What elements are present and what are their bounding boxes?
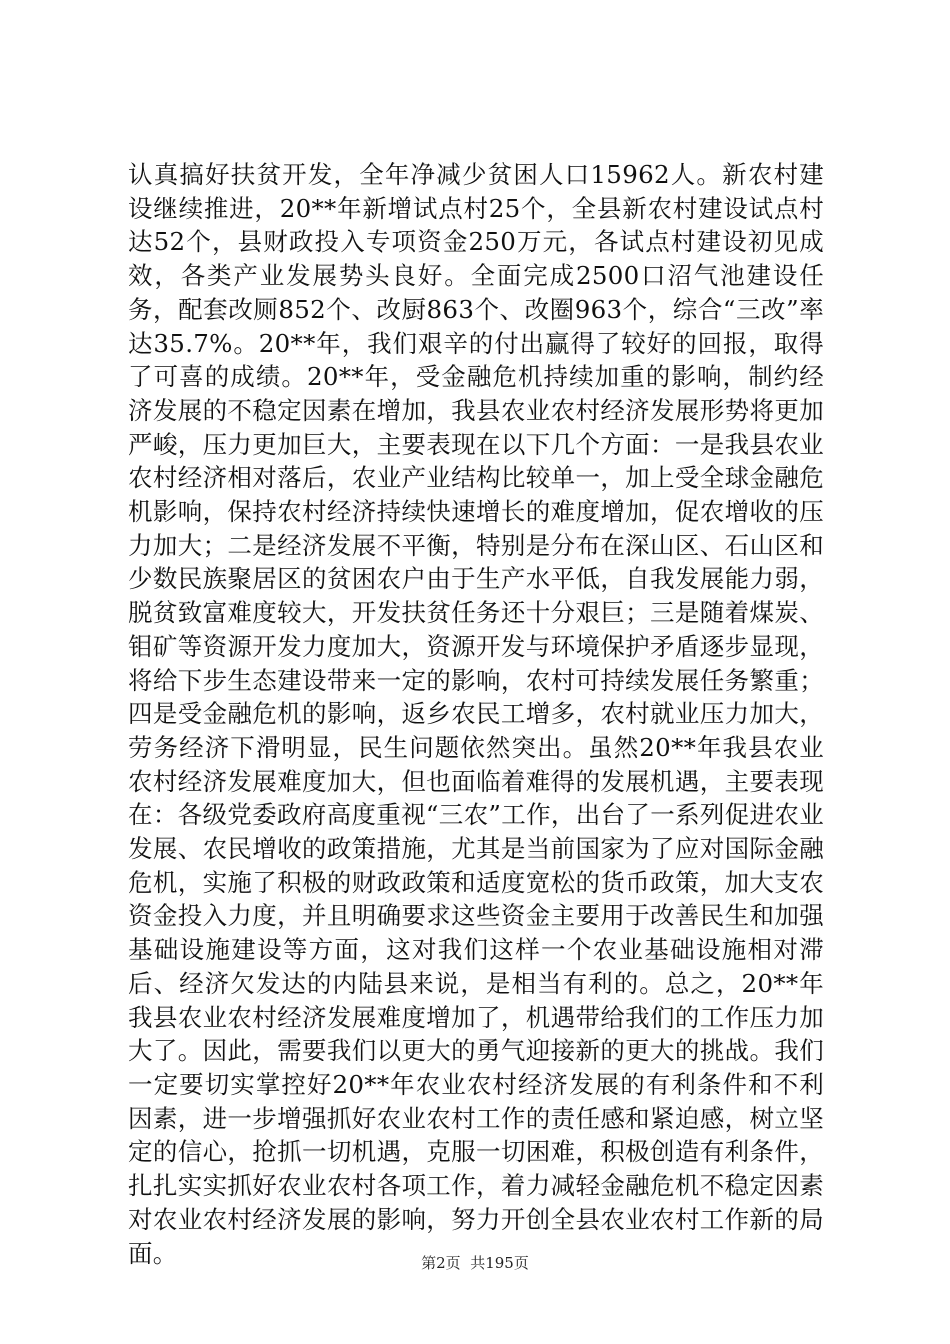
body-paragraph: 认真搞好扶贫开发，全年净减少贫困人口15962人。新农村建设继续推进，20**年新增试点村25个，全县新农村建设试点村达52个，县财政投入专项资金250万元，各试点村建设初见成效，各类产业发展势头良好。全面完成2500口沼气池建设任务，配套改厕852个、改厨863个、改圈963个，综合“三改”率达35.7%。20**年，我们艰辛的付出赢得了较好的回报，取得了可喜的成绩。20**年，受金融危机持续加重的影响，制约经济发展的不稳定因素在增加，我县农业农村经济发展形势将更加严峻，压力更加巨大，主要表现在以下几个方面：一是我县农业农村经济相对落后，农业产业结构比较单一，加上受全球金融危机影响，保持农村经济持续快速增长的难度增加，促农增收的压力加大；二是经济发展不平衡，特别是分布在深山区、石山区和少数民族聚居区的贫困农户由于生产水平低，自我发展能力弱，脱贫致富难度较大，开发扶贫任务还十分艰巨；三是随着煤炭、钼矿等资源开发力度加大，资源开发与环境保护矛盾逐步显现，将给下步生态建设带来一定的影响，农村可持续发展任务繁重；四是受金融危机的影响，返乡农民工增多，农村就业压力加大，劳务经济下滑明显，民生问题依然突出。虽然20**年我县农业农村经济发展难度加大，但也面临着难得的发展机遇，主要表现在：各级党委政府高度重视“三农”工作，出台了一系列促进农业发展、农民增收的政策措施，尤其是当前国家为了应对国际金融危机，实施了积极的财政政策和适度宽松的货币政策，加大支农资金投入力度，并且明确要求这些资金主要用于改善民生和加强基础设施建设等方面，这对我们这样一个农业基础设施相对滞后、经济欠发达的内陆县来说，是相当有利的。总之，20**年我县农业农村经济发展难度增加了，机遇带给我们的工作压力加大了。因此，需要我们以更大的勇气迎接新的更大的挑战。我们一定要切实掌控好20**年农业农村经济发展的有利条件和不利因素，进一步增强抓好农业农村工作的责任感和紧迫感，树立坚定的信心，抢抓一切机遇，克服一切困难，积极创造有利条件，扎扎实实抓好农业农村各项工作，着力减轻金融危机不稳定因素对农业农村经济发展的影响，努力开创全县农业农村工作新的局面。	[128, 160, 824, 1268]
page-number-footer: 第2页 共195页	[421, 1254, 529, 1272]
